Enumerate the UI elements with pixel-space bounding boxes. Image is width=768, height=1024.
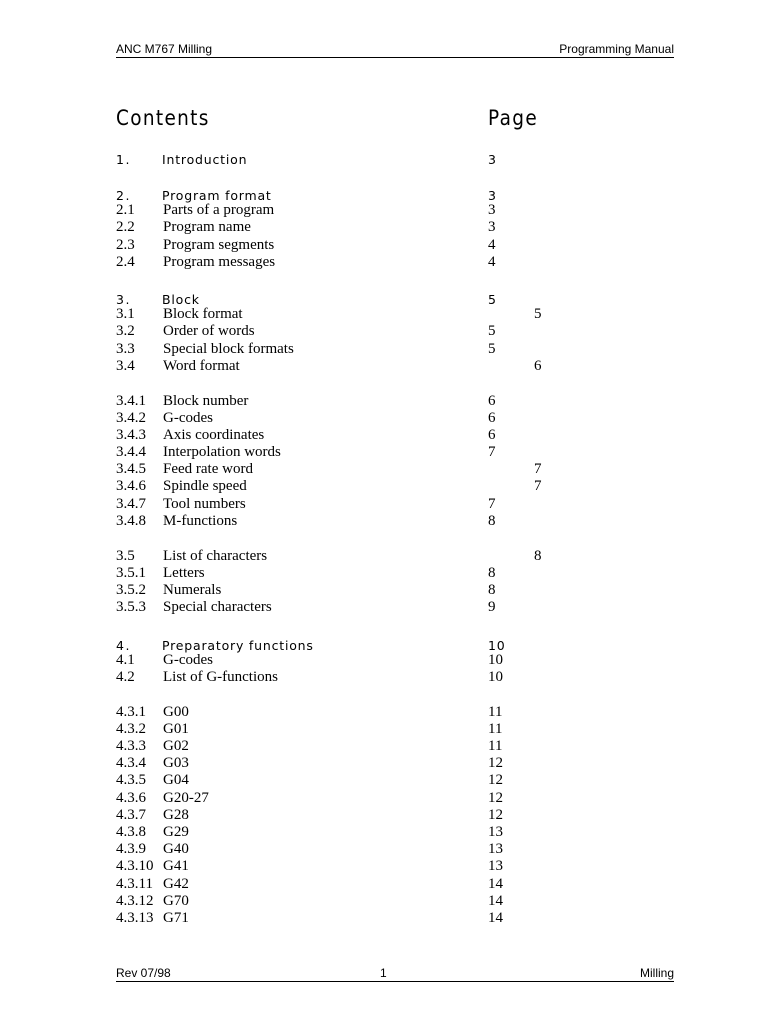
toc-entry — [116, 669, 556, 686]
toc-section-number: 4.3.8 — [116, 824, 146, 840]
toc-section-title: G00 — [163, 704, 189, 720]
toc-entry — [116, 358, 556, 375]
toc-section-title: G03 — [163, 755, 189, 771]
toc-page-number: 14 — [488, 910, 503, 926]
toc-section-number: 4. — [116, 638, 131, 653]
toc-entry — [116, 237, 556, 254]
footer-revision: Rev 07/98 — [116, 966, 171, 980]
toc-section-title: Program segments — [163, 237, 275, 253]
toc-page-number: 12 — [488, 790, 503, 806]
toc-entry — [116, 306, 556, 323]
toc-entry — [116, 824, 556, 841]
toc-page-number: 3 — [488, 219, 496, 235]
toc-section-title: Block number — [163, 393, 249, 409]
toc-page-number: 3 — [488, 202, 496, 218]
toc-section-number: 4.1 — [116, 652, 135, 668]
header-doc-title: ANC M767 Milling — [116, 42, 213, 56]
toc-entry — [116, 910, 556, 927]
toc-page-number: 9 — [488, 599, 496, 615]
toc-section-number: 3.5.1 — [116, 565, 146, 581]
contents-heading: Contents — [116, 106, 210, 130]
toc-section-title: Program messages — [163, 254, 276, 270]
toc-section-number: 4.3.1 — [116, 704, 146, 720]
toc-section-title: Special characters — [163, 599, 272, 615]
toc-section-title: Order of words — [163, 323, 255, 339]
toc-section-number: 3.5.2 — [116, 582, 146, 598]
toc-entry — [116, 704, 556, 721]
toc-section-number: 3.5.3 — [116, 599, 146, 615]
toc-section-number: 4.3.6 — [116, 790, 146, 806]
toc-section-title: G41 — [163, 858, 189, 874]
page-header — [116, 42, 674, 58]
toc-section-title: G29 — [163, 824, 189, 840]
toc-page-number: 6 — [488, 427, 496, 443]
toc-entry — [116, 393, 556, 410]
toc-section-number: 3.4.8 — [116, 513, 146, 529]
toc-section-number: 2.2 — [116, 219, 135, 235]
toc-section-number: 3.4.3 — [116, 427, 146, 443]
toc-section-title: Program name — [163, 219, 251, 235]
toc-section-title: Interpolation words — [163, 444, 281, 460]
toc-page-number: 6 — [488, 410, 496, 426]
toc-section-number: 3.4.5 — [116, 461, 146, 477]
toc-page-number: 6 — [488, 393, 496, 409]
toc-entry — [116, 478, 556, 495]
toc-entry — [116, 444, 556, 461]
toc-page-number: 7 — [488, 444, 496, 460]
toc-section-title: G01 — [163, 721, 189, 737]
toc-section-number: 2.1 — [116, 202, 135, 218]
toc-section-title: G04 — [163, 772, 189, 788]
toc-section-title: Feed rate word — [163, 461, 253, 477]
toc-section-title: G42 — [163, 876, 189, 892]
toc-section-title: G28 — [163, 807, 189, 823]
toc-section-number: 4.3.5 — [116, 772, 146, 788]
toc-page-number: 11 — [488, 721, 503, 737]
toc-section-number: 3.4.7 — [116, 496, 146, 512]
toc-page-number: 6 — [534, 358, 542, 374]
toc-section-title: Block format — [163, 306, 243, 322]
toc-entry — [116, 599, 556, 616]
toc-entry — [116, 858, 556, 875]
toc-section-number: 2.3 — [116, 237, 135, 253]
page-footer — [116, 966, 674, 982]
toc-page-number: 7 — [534, 461, 542, 477]
toc-section-number: 3.4.6 — [116, 478, 146, 494]
footer-section: Milling — [639, 966, 674, 980]
toc-page-number: 8 — [488, 565, 496, 581]
toc-entry — [116, 841, 556, 858]
toc-section-number: 3.4.2 — [116, 410, 146, 426]
toc-entry — [116, 254, 556, 271]
toc-section-title: G20-27 — [163, 790, 209, 806]
toc-page-number: 12 — [488, 755, 503, 771]
toc-section-title: Introduction — [162, 152, 248, 167]
toc-section-number: 4.3.10 — [116, 858, 154, 874]
toc-section-title: G71 — [163, 910, 189, 926]
toc-page-number: 5 — [488, 292, 497, 307]
toc-section-number: 2. — [116, 188, 131, 203]
toc-section-title: Preparatory functions — [162, 638, 314, 653]
toc-section-title: G70 — [163, 893, 189, 909]
toc-section-title: G40 — [163, 841, 189, 857]
toc-page-number: 12 — [488, 772, 503, 788]
toc-entry — [116, 772, 556, 789]
header-manual-name: Programming Manual — [559, 42, 674, 56]
toc-entry — [116, 410, 556, 427]
toc-section-number: 3. — [116, 292, 131, 307]
toc-page-number: 11 — [488, 738, 503, 754]
toc-section-number: 1. — [116, 152, 131, 167]
toc-page-number: 3 — [488, 152, 497, 167]
toc-page-number: 13 — [488, 824, 503, 840]
toc-section-title: Block — [162, 292, 200, 307]
toc-section-title: Spindle speed — [163, 478, 247, 494]
toc-section-number: 4.3.11 — [116, 876, 153, 892]
toc-section-number: 4.3.13 — [116, 910, 154, 926]
toc-page-number: 13 — [488, 841, 503, 857]
toc-entry — [116, 876, 556, 893]
toc-section-title: Special block formats — [163, 341, 294, 357]
toc-section-number: 4.3.4 — [116, 755, 146, 771]
toc-section-number: 3.1 — [116, 306, 135, 322]
toc-page-number: 11 — [488, 704, 503, 720]
toc-section-number: 4.3.12 — [116, 893, 154, 909]
toc-entry — [116, 652, 556, 669]
toc-entry — [116, 893, 556, 910]
toc-entry — [116, 790, 556, 807]
toc-entry — [116, 323, 556, 340]
toc-entry — [116, 565, 556, 582]
toc-entry — [116, 738, 556, 755]
toc-page-number: 7 — [534, 478, 542, 494]
toc-entry — [116, 582, 556, 599]
toc-page-number: 14 — [488, 876, 503, 892]
toc-page-number: 5 — [488, 341, 496, 357]
toc-entry — [116, 721, 556, 738]
toc-section-title: Program format — [162, 188, 272, 203]
toc-entry — [116, 341, 556, 358]
toc-page-number: 8 — [488, 513, 496, 529]
toc-section-number: 4.3.7 — [116, 807, 146, 823]
page-column-heading: Page — [488, 106, 539, 130]
toc-section-title: G02 — [163, 738, 189, 754]
toc-entry — [116, 513, 556, 530]
toc-entry — [116, 548, 556, 565]
toc-section-title: Word format — [163, 358, 240, 374]
toc-page-number: 8 — [488, 582, 496, 598]
toc-section-number: 3.5 — [116, 548, 135, 564]
toc-section-number: 2.4 — [116, 254, 135, 270]
toc-entry — [116, 496, 556, 513]
toc-section-title: M-functions — [163, 513, 238, 529]
toc-entry — [116, 461, 556, 478]
toc-section-title: Axis coordinates — [163, 427, 265, 443]
toc-section-title: G-codes — [163, 410, 213, 426]
toc-entry — [116, 755, 556, 772]
toc-page-number: 3 — [488, 188, 497, 203]
toc-page-number: 13 — [488, 858, 503, 874]
toc-page-number: 12 — [488, 807, 503, 823]
toc-section-title: Letters — [163, 565, 205, 581]
toc-section-number: 3.2 — [116, 323, 135, 339]
toc-page-number: 7 — [488, 496, 496, 512]
toc-page-number: 4 — [488, 237, 496, 253]
toc-section-title: Tool numbers — [163, 496, 246, 512]
toc-entry — [116, 151, 556, 168]
toc-entry — [116, 219, 556, 236]
toc-page-number: 10 — [488, 669, 503, 685]
toc-section-title: Parts of a program — [163, 202, 275, 218]
toc-section-number: 3.3 — [116, 341, 135, 357]
toc-section-number: 4.3.9 — [116, 841, 146, 857]
toc-section-number: 4.2 — [116, 669, 135, 685]
footer-page-number: 1 — [380, 966, 387, 980]
toc-entry — [116, 807, 556, 824]
toc-page-number: 4 — [488, 254, 496, 270]
toc-section-number: 4.3.2 — [116, 721, 146, 737]
toc-section-title: G-codes — [163, 652, 213, 668]
toc-page-number: 10 — [488, 652, 503, 668]
toc-page-number: 10 — [488, 638, 506, 653]
toc-entry — [116, 427, 556, 444]
toc-page-number: 8 — [534, 548, 542, 564]
toc-section-number: 4.3.3 — [116, 738, 146, 754]
toc-page-number: 14 — [488, 893, 503, 909]
toc-entry — [116, 202, 556, 219]
toc-page-number: 5 — [534, 306, 542, 322]
toc-section-number: 3.4.1 — [116, 393, 146, 409]
toc-section-title: List of G-functions — [163, 669, 278, 685]
toc-section-number: 3.4.4 — [116, 444, 146, 460]
toc-page-number: 5 — [488, 323, 496, 339]
toc-section-title: List of characters — [163, 548, 268, 564]
toc-section-number: 3.4 — [116, 358, 135, 374]
toc-section-title: Numerals — [163, 582, 222, 598]
